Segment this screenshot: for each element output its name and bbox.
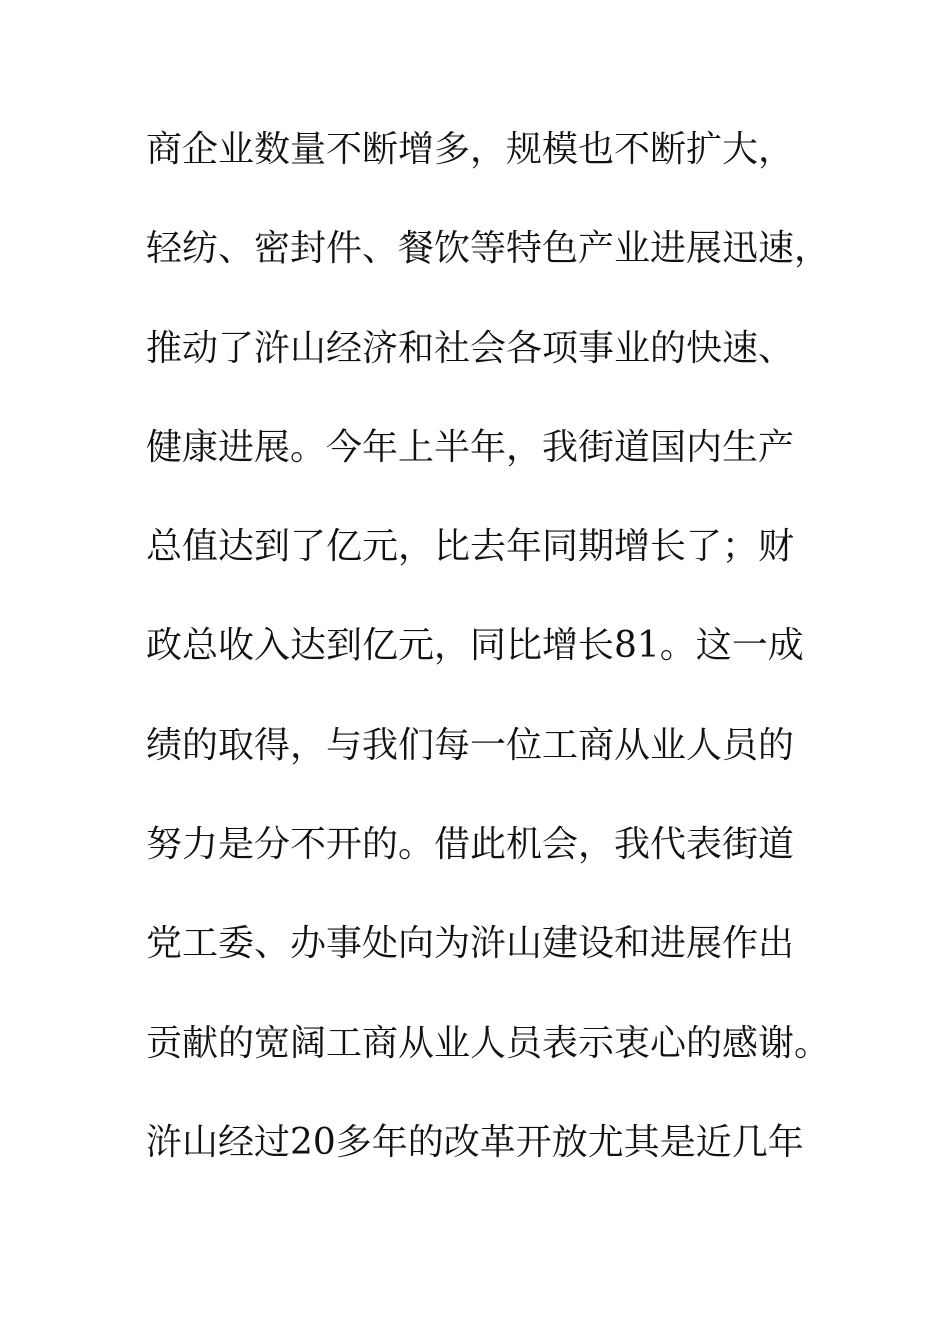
text-line: 绩的取得，与我们每一位工商从业人员的 xyxy=(146,724,795,766)
text-line: 总值达到了亿元，比去年同期增长了；财 xyxy=(146,526,795,568)
text-line: 努力是分不开的。借此机会，我代表街道 xyxy=(146,824,795,866)
text-line: 浒山经过20多年的改革开放尤其是近几年 xyxy=(146,1121,804,1163)
body-text xyxy=(146,120,866,1212)
text-line: 轻纺、密封件、餐饮等特色产业进展迅速， xyxy=(146,228,831,270)
text-line: 健康进展。今年上半年，我街道国内生产 xyxy=(146,426,795,468)
text-line: 推动了浒山经济和社会各项事业的快速、 xyxy=(146,327,795,369)
text-line: 党工委、办事处向为浒山建设和进展作出 xyxy=(146,923,795,965)
text-line: 政总收入达到亿元，同比增长81。这一成 xyxy=(146,625,804,667)
text-line: 商企业数量不断增多，规模也不断扩大， xyxy=(146,129,795,170)
text-line: 贡献的宽阔工商从业人员表示衷心的感谢。 xyxy=(146,1022,831,1064)
